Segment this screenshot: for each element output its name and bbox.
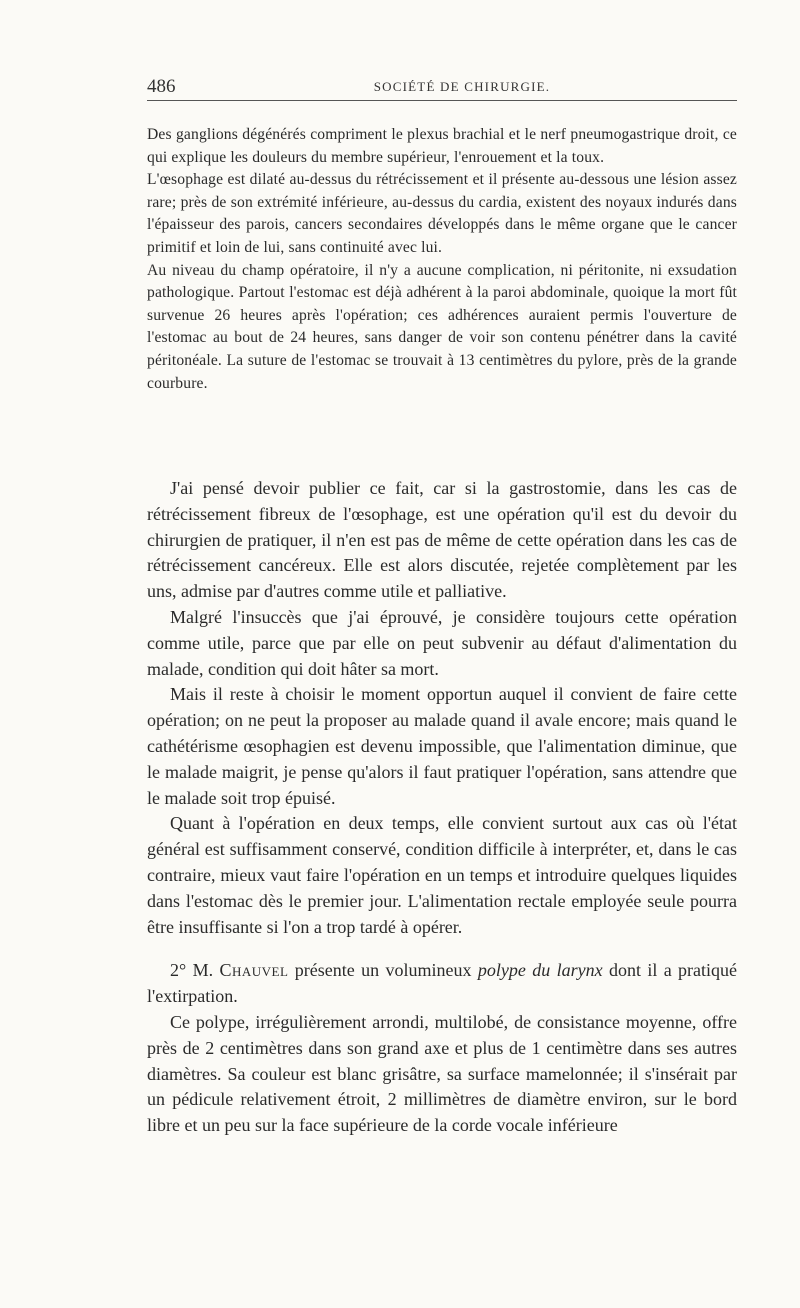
page-number: 486 xyxy=(147,76,176,97)
paragraph-deux-temps: Quant à l'opération en deux temps, elle convient surtout aux cas où l'état général est suffisamment conservé, condition difficile à interpréter, et, dans le cas contraire, mieux vaut faire l'opération en un temps et introduire quelques liquides dans l'estomac dès le premier jour. L'alimentation rectale employée seule pourra être insuffisante si l'on a trop tardé à opérer. xyxy=(147,813,737,937)
page-header xyxy=(147,70,737,102)
chauvel-verb: présente un volumineux xyxy=(288,960,478,981)
polyp-title: polype du larynx xyxy=(477,960,603,981)
paragraph-insucces: Malgré l'insuccès que j'ai éprouvé, je considère toujours cette opération comme utile, parce que par elle on peut subvenir au défaut d'alimentation du malade, condition qui doit hâter sa mort. xyxy=(147,606,737,679)
author-name: Chauvel xyxy=(219,960,289,981)
header-rule xyxy=(147,100,737,101)
paragraph-oesophage: L'œsophage est dilaté au-dessus du rétrécissement et il présente au-dessous une lésion assez rare; près de son extrémité inférieure, au-dessus du cardia, existent des noyaux indurés dans l'épaisseur des parois, cancers secondaires développés dans le même organe que le cancer primitif et loin de lui, sans continuité avec lui. xyxy=(147,171,737,256)
paragraph-chauvel xyxy=(147,958,737,1010)
paragraph-champ-operatoire: Au niveau du champ opératoire, il n'y a aucune complication, ni péritonite, ni exsudation pathologique. Partout l'estomac est déjà adhérent à la paroi abdominale, quoique la mort fût survenue 26 heures après l'opération; ces adhérences auraient permis l'ouverture de l'estomac au bout de 24 heures, sans danger de voir son contenu pénétrer dans la cavité péritonéale. La suture de l'estomac se trouvait à 13 centimètres du pylore, près de la grande courbure. xyxy=(147,261,737,392)
paragraph-polype-description: Ce polype, irrégulièrement arrondi, multilobé, de consistance moyenne, offre près de 2 centimètres dans son grand axe et plus de 1 centimètre dans ses autres diamètres. Sa couleur est blanc grisâtre, sa surface mamelonnée; il s'insérait par un pédicule relativement étroit, 2 millimètres de diamètre environ, sur le bord libre et un peu sur la face supérieure de la corde vocale inférieure xyxy=(147,1011,737,1136)
main-text-section xyxy=(147,476,737,1139)
paragraph-ganglions: Des ganglions dégénérés compriment le plexus brachial et le nerf pneumogastrique droit, ce qui explique les douleurs du membre supérieur, l'enrouement et la toux. xyxy=(147,126,737,166)
running-title: SOCIÉTÉ DE CHIRURGIE. xyxy=(373,79,551,94)
small-print-section xyxy=(147,124,737,395)
item-prefix: 2° M. xyxy=(170,960,214,981)
paragraph-moment-opportun: Mais il reste à choisir le moment opportun auquel il convient de faire cette opération; on ne peut la proposer au malade quand il avale encore; mais quand le cathétérisme œsophagien est devenu impossible, que l'alimentation diminue, que le malade maigrit, je pense qu'alors il faut pratiquer l'opération, sans attendre que le malade soit trop épuisé. xyxy=(147,684,737,808)
paragraph-publier: J'ai pensé devoir publier ce fait, car si la gastrostomie, dans les cas de rétrécissement fibreux de l'œsophage, est une opération qu'il est du devoir du chirurgien de pratiquer, il n'en est pas de même de cette opération dans les cas de rétrécissement cancéreux. Elle est alors discutée, rejetée complètement par les uns, admise par d'autres comme utile et palliative. xyxy=(147,478,737,602)
chauvel-rest: dont il a pratiqué l'extirpation. xyxy=(147,960,738,1007)
